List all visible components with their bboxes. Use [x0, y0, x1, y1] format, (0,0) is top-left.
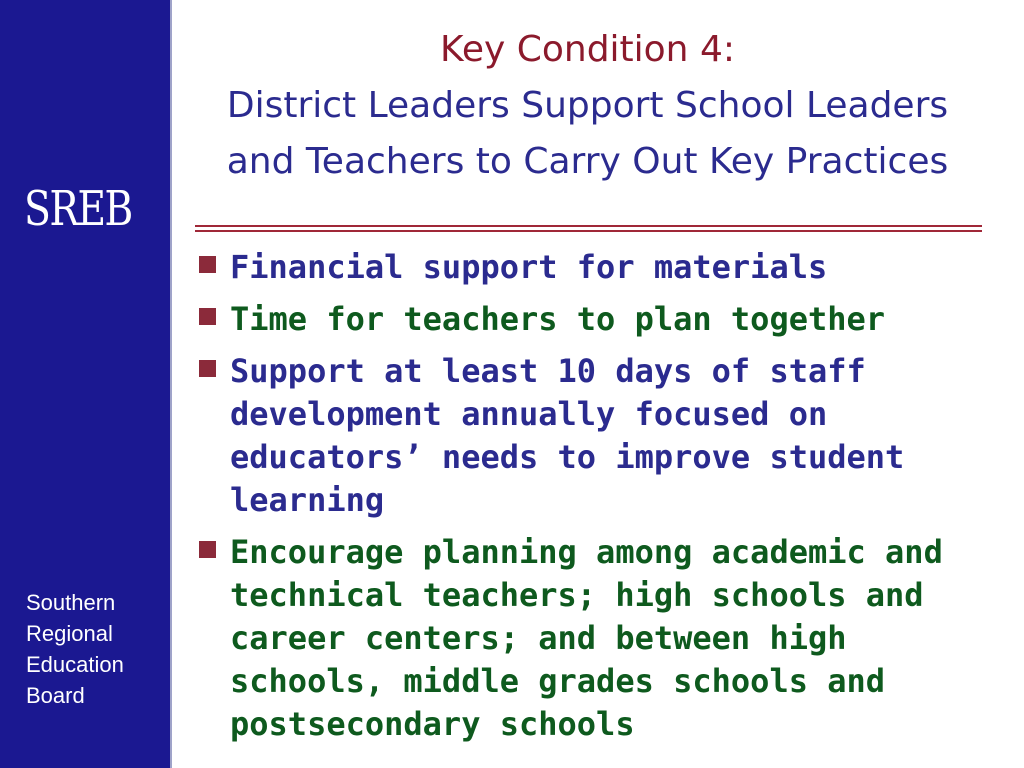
bullet-item	[195, 350, 1005, 522]
title-heading: Key Condition 4:	[440, 29, 735, 70]
bullet-list	[195, 246, 1005, 755]
title-divider	[195, 225, 982, 232]
org-line: Education	[26, 652, 124, 677]
sreb-logo: SREB	[24, 181, 132, 237]
square-bullet-icon	[199, 308, 216, 325]
org-line: Southern	[26, 590, 116, 615]
bullet-item	[195, 246, 1005, 289]
org-line: Board	[26, 683, 85, 708]
sidebar	[0, 0, 172, 768]
bullet-text: Support at least 10 days of staff development annually focused on educators’ needs to improve student learning	[230, 352, 905, 519]
bullet-text: Encourage planning among academic and technical teachers; high schools and career centers; and between high schools, middle grades schools and postsecondary schools	[230, 533, 943, 743]
square-bullet-icon	[199, 541, 216, 558]
bullet-text: Financial support for materials	[230, 248, 828, 286]
bullet-text: Time for teachers to plan together	[230, 300, 886, 338]
organization-name	[26, 587, 124, 711]
title-subheading: District Leaders Support School Leaders and Teachers to Carry Out Key Practices	[226, 85, 949, 182]
org-line: Regional	[26, 621, 113, 646]
slide-title	[195, 22, 980, 190]
bullet-item	[195, 298, 1005, 341]
square-bullet-icon	[199, 360, 216, 377]
square-bullet-icon	[199, 256, 216, 273]
bullet-item	[195, 531, 1005, 746]
